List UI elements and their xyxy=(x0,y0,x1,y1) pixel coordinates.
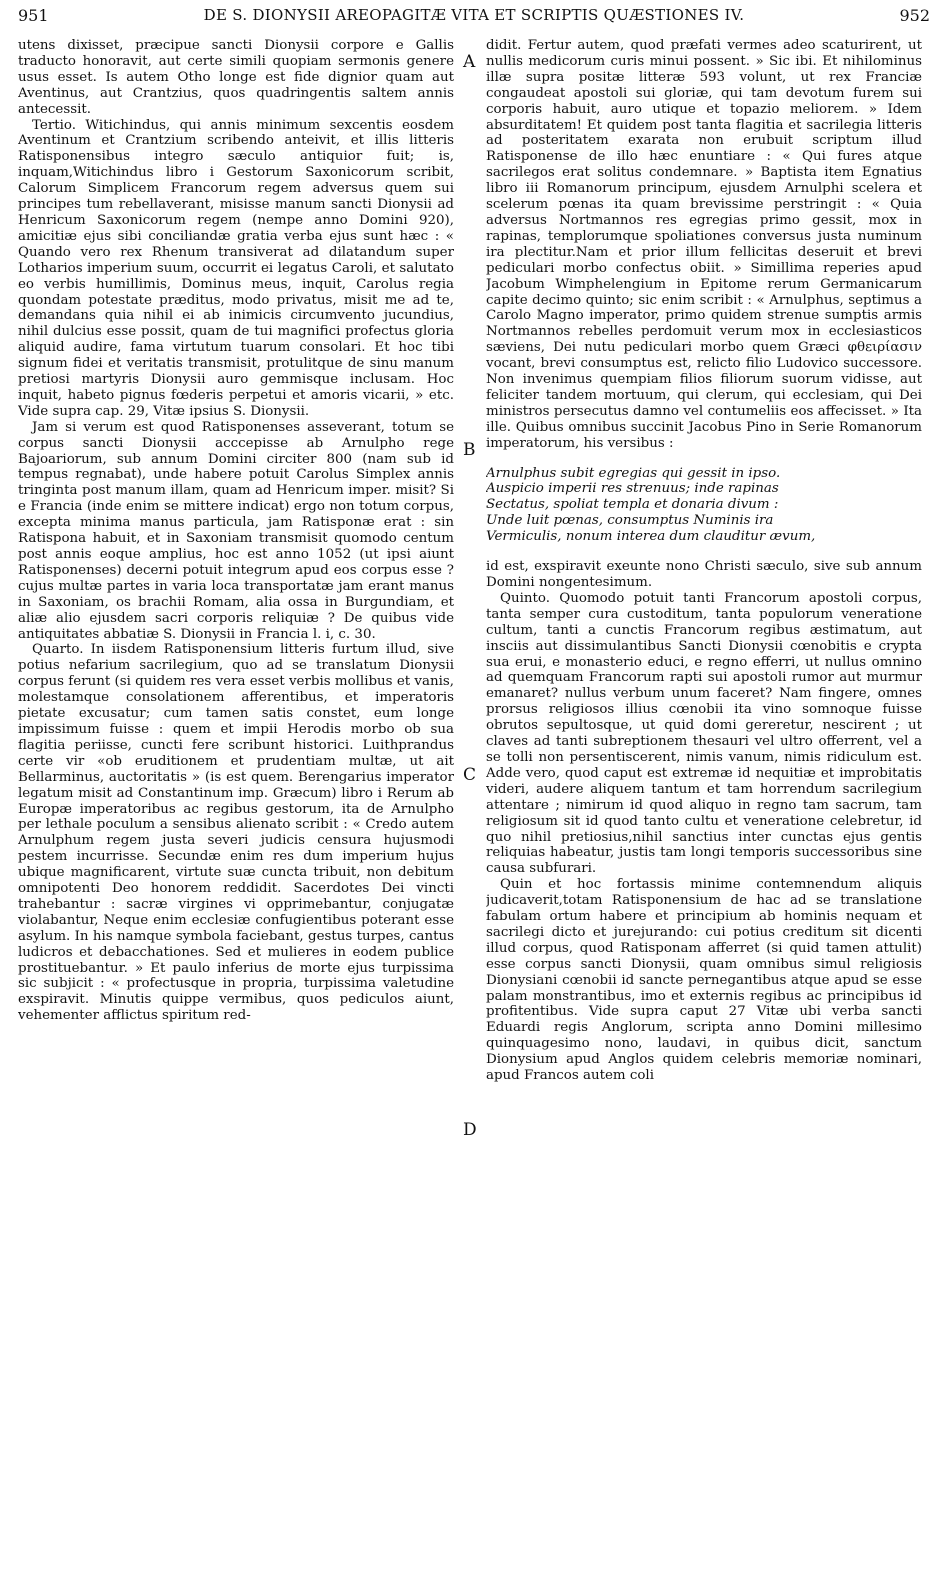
paragraph: Quarto. In iisdem Ratisponensium litteris furtum illud, sive potius nefarium sacrilegium, quo ad se translatum Dionysii corpus ferunt (si quidem res vera esset verbis mollibus et vanis, molestamque consolationem afferentibus, et imperatoris pietate excusatur; cum tamen satis constet, eum longe impissimum fuisse : quem et impii Herodis morbo ob sua flagitia periisse, cuncti fere scribunt historici. Luithprandus certe vir «ob eruditionem et prudentiam multæ, ut ait Bellarminus, auctoritatis » (is est quem. Berengarius imperator legatum misit ad Constantinum imp. Græcum) libro i Rerum ab Europæ imperatoribus ac regibus gestorum, ita de Arnulpho per lethale poculum a sensibus alienato scribit : « Credo autem Arnulphum regem justa severi judicis censura hujusmodi pestem incurrisse. Secundæ enim res dum imperium hujus ubique magnificarent, virtute suæ cuncta tribuit, non debitum omnipotenti Deo honorem reddidit. Sacerdotes Dei vincti trahebantur : sacræ virgines vi opprimebantur, conjugatæ violabantur, Neque enim ecclesiæ confugientibus poterant esse asylum. In his namque symbola faciebant, gestus turpes, cantus ludicros et debacchationes. Sed et mulieres in eodem publice prostituebantur. » Et paulo inferius de morte ejus turpissima sic subjicit : « profectusque in propria, turpissima valetudine exspiravit. Minutis quippe vermibus, quos pediculos aiunt, vehementer afflictus spiritum red- xyxy=(18,642,454,1024)
paragraph: id est, exspiravit exeunte nono Christi sæculo, sive sub annum Domini nongentesimum. xyxy=(486,559,922,590)
paragraph: Tertio. Witichindus, qui annis minimum sexcentis eosdem Aventinum et Crantzium scribendo anteivit, et illis litteris Ratisponensibus integro sæculo antiquior fuit; is, inquam,Witichindus libro i Gestorum Saxonicorum scribit, Calorum Simplicem Francorum regem adversus quem sui principes tum rebellaverant, misisse manum sancti Dionysii ad Henricum Saxonicorum regem (nempe anno Domini 920), amicitiæ ejus sibi conciliandæ gratia verba ejus sunt hæc : « Quando vero rex Rhenum transiverat ad dilatandum super Lotharios imperium suum, occurrit ei legatus Caroli, et salutato eo verbis humillimis, Dominus meus, inquit, Carolus regia quondam potestate præditus, modo privatus, misit me ad te, demandans quia nihil ei ab inimicis circumvento jucundius, nihil dulcius esse possit, quam de tui magnifici profectus gloria aliquid audire, fama virtutum tuarum consolari. Et hoc tibi signum fidei et veritatis transmisit, protulitque de sinu manum pretiosi martyris Dionysii auro gemmisque inclusam. Hoc inquit, habeto pignus fœderis perpetui et amoris vicarii, » etc. Vide supra cap. 29, Vitæ ipsius S. Dionysii. xyxy=(18,117,454,419)
paragraph: Jam si verum est quod Ratisponenses asseverant, totum se corpus sancti Dionysii acccepisse ab Arnulpho rege Bajoariorum, sub annum Domini circiter 800 (nam sub id tempus regnabat), unde habere potuit Carolus Simplex annis tringinta post manum illam, quam ad Henricum imper. misit? Si e Francia (inde enim se mittere indicat) ergo non totum corpus, excepta minima manus particula, jam Ratisponæ erat : sin Ratispona habuit, et in Saxoniam transmisit quomodo centum post annis eoque amplius, hoc est anno 1052 (ut ipsi aiunt Ratisponenses) decerni potuit integrum apud eos corpus esse ? cujus multæ partes in varia loca transportatæ jam erant manus in Saxoniam, os brachii Romam, alia ossa in Burgundiam, et aliæ alio ejusdem sacri corporis reliquiæ ? De quibus vide antiquitates abbatiæ S. Dionysii in Francia l. i, c. 30. xyxy=(18,419,454,642)
verse-line: Unde luit pœnas, consumptus Numinis ira xyxy=(486,513,774,529)
page-number-right: 952 xyxy=(899,6,930,25)
verse-block xyxy=(486,466,922,546)
section-marker-b: B xyxy=(463,440,476,460)
paragraph: didit. Fertur autem, quod præfati vermes adeo scaturirent, ut nullis medicorum curis minui possent. » Sic ibi. Et nihilominus illæ supra positæ litteræ 593 volunt, ut rex Franciæ congaudeat apostoli sui gloriæ, qui tam devotum furem sui corporis habuit, auro utique et topazio meliorem. » Idem absurditatem! Et quidem post tanta flagitia et sacrilegia litteris ad posteritatem exarata non erubuit scriptum illud Ratisponense de illo hæc enuntiare : « Qui fures atque sacrilegos erat solitus condemnare. » Baptista item Egnatius libro iii Romanorum principum, ejusdem Arnulphi scelera et scelerum pœnas ita quam brevissime perstringit : « Quia adversus Nortmannos res egregias primo gessit, mox in rapinas, templorumque spoliationes conversus justa numinum ira plectitur.Nam et prior illum fellicitas deseruit et brevi pediculari morbo confectus obiit. » Simillima reperies apud Jacobum Wimphelengium in Epitome rerum Germanicarum capite decimo quinto; sic enim scribit : « Arnulphus, septimus a Carolo Magno imperator, primo quidem strenue sumptis armis Nortmannos rebelles perdomuit verum mox in ecclesiasticos sæviens, Dei nutu pediculari morbo quem Græci φθειρίασιν vocant, brevi consumptus est, relicto filio Ludovico successore. Non invenimus quempiam filios filiorum suorum vidisse, aut feliciter tandem mortuum, qui clerum, qui ecclesiam, qui Dei ministros persecutus damno vel contumeliis eos affecisset. » Ita ille. Quibus omnibus succinit Jacobus Pino in Serie Romanorum imperatorum, his versibus : xyxy=(486,38,922,451)
verse-line: Auspicio imperii res strenuus; inde rapinas xyxy=(486,481,779,497)
page-header xyxy=(18,6,930,32)
section-marker-a: A xyxy=(463,52,476,72)
verse-line: Vermiculis, nonum interea dum clauditur ævum, xyxy=(486,529,816,545)
section-marker-c: C xyxy=(463,765,477,785)
verse-line: Sectatus, spoliat templa et donaria divum : xyxy=(486,497,779,513)
section-marker-d: D xyxy=(463,1120,477,1140)
running-title: DE S. DIONYSII AREOPAGITÆ VITA ET SCRIPTIS QUÆSTIONES IV. xyxy=(203,6,745,24)
verse-line: Arnulphus subit egregias qui gessit in ipso. xyxy=(486,465,781,481)
paragraph: Quinto. Quomodo potuit tanti Francorum apostoli corpus, tanta semper cura custoditum, tanta populorum veneratione cultum, tanti a cunctis Francorum regibus æstimatum, aut insciis aut dissimulantibus Sancti Dionysii cœnobitis e crypta sua erui, e monasterio educi, e regno efferri, ut nullus omnino ad quemquam Francorum rapti sui apostoli rumor aut murmur emanaret? nullus verbum unum faceret? Nam fingere, omnes prorsus religiosos illius cœnobii ita vino somnoque fuisse obrutos sepultosque, ut quid domi gereretur, nescirent ; ut claves ad tanti subreptionem thesauri vel ultro offerrent, vel a se tolli non persentiscerent, nimis vanum, nimis ridiculum est. Adde vero, quod caput est extremæ id nequitiæ et improbitatis videri, audere aliquem tantum et tam horrendum sacrilegium attentare ; nimirum id quod aliquo in regno tam sacrum, tam religiosum sit id quod tanto cultu et veneratione celebretur, id quo nihil pretiosius,nihil sanctius inter cunctas ejus gentis reliquias habeatur, justis tam longi temporis successoribus sine causa subfurari. xyxy=(486,590,922,877)
page-number-left: 951 xyxy=(18,6,49,25)
paragraph: utens dixisset, præcipue sancti Dionysii corpore e Gallis traducto honoravit, aut certe simili quopiam sermonis genere usus esset. Is autem Otho longe est fide dignior quam aut Aventinus, aut Crantzius, quos quadringentis saltem annis antecessit. xyxy=(18,38,454,117)
paragraph: Quin et hoc fortassis minime contemnendum aliquis judicaverit,totam Ratisponensium de hac ad se translatione fabulam ortum habere et principium ab hominis nequam et sacrilegi dicto et jurejurando: cui potius creditum sit dicenti illud corpus, quod Ratisponam afferret (si quid tamen attulit) esse corpus sancti Dionysii, quam omnibus simul religiosis Dionysiani cœnobii id sancte pernegantibus atque apud se esse palam monstrantibus, imo et externis regibus ac principibus id profitentibus. Vide supra caput 27 Vitæ ubi verba sancti Eduardi regis Anglorum, scripta anno Domini millesimo quinquagesimo nono, laudavi, in quibus dicit, sanctum Dionysium apud Anglos quidem celebris memoriæ nominari, apud Francos autem coli xyxy=(486,877,922,1084)
left-column xyxy=(18,38,454,1584)
right-column xyxy=(486,38,922,1584)
